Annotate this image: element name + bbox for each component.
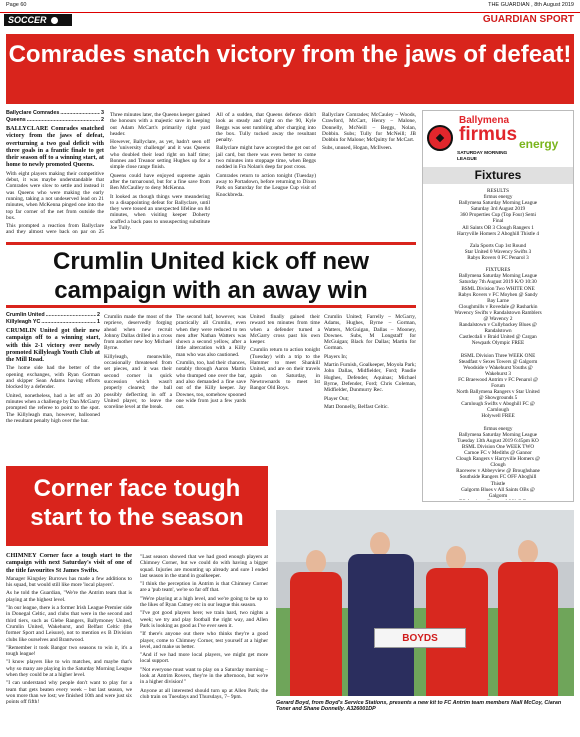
score-row	[6, 319, 100, 326]
story1-paragraph: Ballyclare Comrades; McCauley – Woods, Crawford, McCart, Henry – Malone, Donnelly, McNeill – Beggs, Nolan, Dobbin. Subs; Tully for McNeill; JB Dobbin for Malone; McQuitty for McCart.	[322, 112, 416, 144]
score-goals: 3	[101, 110, 104, 116]
story1-headline: Comrades snatch victory from the jaws of defeat!	[6, 34, 574, 104]
fixture-line: Saturday 3rd August 2019	[470, 206, 526, 213]
story3-headline: Corner face tough start to the season	[6, 466, 268, 546]
story2-column-2	[104, 312, 172, 467]
fixture-line: Saturday 7th August 2019 K/O 10:30	[459, 279, 537, 286]
story3-paragraph: "I think the perception in Antrim is that Chimney Corner are a 'pub team', we're so far off that.	[140, 581, 268, 594]
person-body	[348, 554, 414, 696]
fixture-line: BSML Division Three WEEK ONE	[460, 352, 536, 359]
story2-paragraph: Crumlin return to action tonight (Tuesday) with a trip to the Hammer to meet Shankill United, and are on their travels again on Saturday, in Newtownards to meet 1st Bangor Old Boys.	[250, 347, 320, 392]
fixture-line: @ Wavency 2	[483, 315, 513, 322]
section-label	[4, 14, 72, 26]
story2-column-5	[324, 312, 416, 467]
fixture-line: Harryville Homers 2 Aboghill Thistle 4	[457, 230, 539, 237]
story1-column-1	[6, 110, 104, 236]
story3-paragraph: Manager Kingsley Burrows has made a few additions to his squad, but would still like more 'local players'.	[6, 575, 132, 589]
story2-paragraph: Crumlin, too, had their chances, notably through Aaron Martin who thumped one over the bar, and also demanded a fine save out of the Killy keeper. Jay Downes, too, somehow spooned one wide from just a few yards out.	[176, 360, 246, 411]
story3-paragraph: "I can understand why people don't want to play for a team that gets beaten every week – but last season, we won more than we lost; we finished 10th and were just six points off fifth!	[6, 680, 132, 706]
story3-paragraph: "In our league, there is a former Irish League Premier side in Donegal Celtic, and clubs that were in the second and third tiers, such as Glebe Rangers, Ballymoney United, Crumlin United, Wakehurst, and Belfast Celtic (the former Sport and Leisure), not to mention ex B Division clubs like ourselves and Brantwood.	[6, 605, 132, 643]
fixture-line: Final	[492, 218, 504, 225]
story1-lead: BALLYCLARE Comrades snatched victory from the jaws of defeat, overturning a two goal deficit with three goals in a frantic finale to get their season off to a winning start, at home to newly promoted Queens.	[6, 125, 104, 169]
story1-paragraph: This prompted a reaction from Ballyclare and they almost were back on par on 25	[6, 223, 104, 236]
story1-column-2	[110, 110, 210, 236]
football-logo-icon	[427, 125, 453, 151]
story1-paragraph: With eight players making their competitive debut, it was maybe understandable that Comrades were slow to settle and instead it was Queens who were making the early running, taking a not undeserved lead on 21 minutes, when McKenna pinged one into the top far corner of the net from outside the box.	[6, 170, 104, 221]
fixture-line: BSML Division Two WHITE ONE	[461, 285, 535, 292]
score-goals: 2	[97, 312, 100, 318]
story2-paragraph: Killyleagh, meanwhile, occasionally threatened from set pieces, and it was their second corner in quick succession which wasn't properly cleared; the ball possibly deflecting in off a United player, to leave the scoreline level at the break.	[104, 353, 172, 411]
fixture-line: Tuesday 13th August 2019 6:45pm KO	[457, 437, 539, 444]
story3-paragraph: Anyone at all interested should turn up at Allen Park; the club train on Tuesdays and Thursdays, 7– 9pm.	[140, 687, 268, 700]
fixtures-list	[425, 188, 571, 500]
score-leader	[41, 319, 96, 326]
story1-paragraph: However, Ballyclare, as yet, hadn't seen off the 'university challenge' and it was Queens who doubled their lead right on half time; Bonnes and Treanor setting Hughes up for a simple close range finish.	[110, 139, 210, 171]
story1-paragraph: Ballyclare might have accepted the get out of jail card, but there was even better to come two minutes into stoppage time, when Beggs nodded in Fra Nolan's deep far post cross.	[216, 145, 316, 171]
fixture-line: FIXTURES	[485, 267, 511, 274]
person-body	[290, 572, 342, 696]
fixture-line: @ Showgrounds 5	[478, 395, 518, 402]
fixture-line: All Saints OB 3 Clough Rangers 1	[462, 224, 534, 231]
section-bar	[0, 12, 580, 26]
fixtures-sidebar	[422, 110, 574, 502]
paper-date: THE GUARDIAN , 8th August 2019	[488, 2, 574, 8]
story3-column-2	[140, 552, 268, 735]
story2-column-3	[176, 312, 246, 467]
story2-body	[6, 312, 416, 467]
story2-paragraph: Player Out;	[324, 395, 349, 402]
sponsor-shirt-banner: BOYDS	[374, 628, 466, 648]
score-team: Queens	[6, 116, 26, 123]
sponsor-name: firmus	[459, 124, 518, 145]
fixture-line: RESULTS	[486, 188, 509, 194]
story2-lead: CRUMLIN United got their new campaign off to a winning start, with this 2-1 victory over newly promoted Killyleagh Youth Club at the Mill Road.	[6, 327, 100, 364]
story3-column-1	[6, 552, 132, 735]
fixture-line: Rabys Rovers v FC Moyhen @ Sandy	[458, 291, 538, 298]
guardian-sport-logo: GUARDIAN SPORT	[482, 14, 574, 25]
fixture-line: Galgorm Blues v All Saints OBs @	[461, 486, 535, 493]
story3-paragraph: "I've got good players here; we train hard, two nights a week; we try and play football the right way, and Allen Park is looking as good as I've ever seen it.	[140, 610, 268, 629]
story3-paragraph: As he told the Guardian, "We're the Antrim team that is playing at the highest level.	[6, 590, 132, 603]
person-head	[306, 550, 326, 574]
fixture-line: Racewew v Abbeyview @ Broughshane	[456, 468, 540, 475]
score-leader	[27, 117, 100, 124]
fixture-line: Steadfast v Sexes Towers @ Galgorm	[458, 358, 538, 365]
story1-paragraph: It looked as though things were meandering to a disappointing defeat for Ballyclare, until they were tossed an unexpected lifeline on 84 minutes, when visiting keeper Doherty scuffed a back pass to unsuspecting substitute Joe Tully.	[110, 193, 210, 232]
story2-paragraph: Crumlin made the most of the reprieve, deservedly forging ahead when new recruit Johnny Dallas drilled in a cross from another new boy Michael Byrne.	[104, 314, 172, 352]
league-name: SATURDAY MORNING LEAGUE	[457, 151, 508, 162]
person-body	[498, 562, 558, 696]
fixture-line: Southside Rangers FC OFF Aboghill	[459, 474, 537, 481]
story1-paragraph: Queens could have enjoyed supreme again after the turnaround, but for a fine save from Ben McCaulley to deny McKenna.	[110, 172, 210, 192]
fixture-line: Zala Sports Cup 1st Round	[469, 242, 527, 249]
score-team: Killyleagh YC	[6, 318, 41, 325]
fixture-line: Wakehurst 3	[485, 370, 511, 377]
fixture-line: 360 Properties Cup (Top Four) Semi	[460, 212, 536, 219]
story2-column-1	[6, 312, 100, 467]
football-icon	[51, 17, 58, 24]
fixture-line: Clough Rangers v Harryville Homers @	[456, 456, 540, 463]
story3-paragraph: "Remember it took Bangor two seasons to win it, it's a tough league!	[6, 644, 132, 658]
team-kit-photo	[276, 510, 574, 696]
score-goals: 1	[97, 318, 100, 325]
section-label-text: SOCCER	[8, 15, 47, 25]
story2-column-4	[250, 312, 320, 467]
fixture-line: Randalstown v Cullybackey Blues @	[459, 322, 537, 329]
story1-body	[6, 110, 416, 236]
fixture-line: Woodside v Wakehurst Youths @	[463, 364, 533, 371]
story1-paragraph: Three minutes later, the Queens keeper gained the honours with a majestic save in keeping out Adam McCart's primarily right yard header.	[110, 112, 210, 137]
fixture-line: Star United 0 Wavency Swifts 3	[464, 248, 532, 255]
story3-paragraph: "If there's anyone out there who thinks they're a good player, come to Chimney Corner, test yourself at a higher level, and make us better.	[140, 631, 268, 650]
fixture-line: Ballymena Saturday Morning League	[458, 200, 538, 207]
fixture-line: Carnlough Swifts v Aboghill FC @	[461, 401, 535, 408]
fixture-line: Wavency Swifts v Randalstown Ramblers	[454, 309, 542, 316]
story3-paragraph: "We're playing at a high level, and we're going to be up to the likes of Ryan Catney etc in our league this season.	[140, 595, 268, 609]
fixture-line: Rabys Rovers 0 FC Penarol 3	[467, 255, 529, 262]
fixture-line: Ballymena Saturday Morning League	[458, 431, 538, 438]
fixture-line: Carnoe FC v Mediths @ Gannor	[464, 450, 532, 457]
photo-caption: Gerard Boyd, from Boyd's Service Stations, presents a new kit to FC Antrim team members Niall McCoy, Ciaran Toner and Shane Donnelly. A326001DP	[276, 700, 562, 713]
page-number: Page 60	[6, 2, 27, 8]
fixture-line: Holywell FREE	[481, 413, 515, 420]
fixture-line	[425, 499, 571, 500]
fixture-line: Randalstown	[484, 328, 512, 335]
story2-paragraph: Crumlin United; Farrelly – McGarry, Adams, Hughes, Byrne – Gorman, Watters, McGuigan, Dallas – Mooney, Downes. Subs, M Longstaff for McGuigan; Black for Dallas; Martin for Gorman.	[324, 314, 416, 352]
person-head	[518, 540, 538, 564]
fixture-line: Galgorm	[488, 492, 508, 499]
fixture-line: Carnlough	[487, 407, 509, 414]
fixture-line: Newpark Olympic FREE	[471, 340, 525, 347]
story3-paragraph: "Last season showed that we had good enough players at Chimney Corner, but we could do with having a bigger squad. Injuries are mounting up already and sure I ended last season in the stand in goalkeeper.	[140, 554, 268, 579]
story3-paragraph: "Not everyone must want to play on a Saturday morning – look at Antrim Rovers, they're in the afternoon, but we're in a higher division!"	[140, 666, 268, 686]
fixture-line: Forum	[491, 383, 505, 389]
score-goals: 2	[101, 116, 104, 123]
score-team: Ballyclare Comrades	[6, 110, 60, 116]
score-row	[6, 117, 104, 124]
story2-paragraph: United finally gained their reward ten minutes from time when a defender turned a McGarry cross past his own keeper.	[250, 314, 320, 346]
story2-paragraph: The home side had the better of the opening exchanges, with Ryan Gorman and skipper Sean Adams having efforts blocked by a defender.	[6, 365, 100, 391]
story1-column-3	[216, 110, 316, 236]
fixture-line: Clough	[490, 462, 506, 469]
story3-body	[6, 552, 268, 735]
story2-paragraph: Martin Furnish, Goalkeeper, Moyola Park; John Dallas, Midfielder, Ford; Paudie Hughes, Defender, Aquinas; Michael Byrne, Defender, Ford; Chris Coleman, Midfielder, Dunmurry Rec.	[324, 362, 416, 394]
sponsor-logo	[423, 111, 573, 165]
story2-headline: Crumlin United kick off new campaign with an away win	[6, 242, 416, 308]
fixture-line: North Ballymena Rangers v Star United	[456, 389, 540, 396]
story2-paragraph: Matt Donnelly, Belfast Celtic.	[324, 403, 389, 410]
sponsor-town: Ballymena	[459, 115, 510, 126]
fixture-line: firmus energy	[483, 194, 513, 201]
story1-column-4	[322, 110, 416, 236]
story3-lead: CHIMNEY Corner face a tough start to the campaign with next Saturday's visit of one of the title favourites St James Swifts.	[6, 552, 132, 574]
story1-scoreline	[6, 110, 104, 123]
fixture-line: Castlecdali v Braid United @ Cargan	[459, 334, 537, 341]
page-header	[0, 0, 580, 11]
fixture-line: FC Braewood Antrim v FC Penarol @	[458, 376, 538, 383]
fixture-line: BSML Division One WEEK TWO	[461, 443, 535, 450]
story1-paragraph: Subs, unused, Hogan, McIlveen.	[322, 145, 393, 152]
story1-paragraph: Comrades return to action tonight (Tuesday) away to Portadown, before returning to Dixon Park on Saturday for the League Cup visit of Knockbreda.	[216, 172, 316, 198]
story2-scoreline	[6, 312, 100, 325]
story2-paragraph: United, nonetheless, had a let off on 20 minutes when a challenge by Dan McGarry prompted the referee to point to the spot. The Killyleagh man, however, ballooned the resultant penalty high over the bar.	[6, 392, 100, 424]
story3-paragraph: "And if we had more local players, we might get more local support.	[140, 652, 268, 665]
score-team: Crumlin United	[6, 312, 45, 318]
fixture-line: Ballymena Saturday Morning League	[458, 273, 538, 280]
sponsor-energy: energy	[519, 137, 559, 151]
fixture-line: Thistle	[490, 480, 506, 487]
story2-paragraph: The second half, however, was practically all Crumlin, even when they were reduced to ten men after Nathan Watters was shown a second yellow, after a little altercation with a Killy man who was also cautioned.	[176, 314, 246, 358]
story2-paragraph: Players In;	[324, 353, 348, 360]
person-head	[446, 546, 466, 570]
fixtures-title: Fixtures	[423, 167, 573, 184]
person-head	[370, 532, 390, 556]
fixture-line: firmus energy	[483, 425, 513, 432]
story1-paragraph: All of a sudden, that Queens defence didn't look as steady and right on the 90, Kyle Beggs was sent tumbling after charging into the box. Tully tucked away the resultant penalty.	[216, 112, 316, 144]
fixture-line: Cloughmills v Rovedale @ Rasharkin	[458, 303, 538, 310]
fixture-line: Bay Larne	[487, 297, 509, 304]
story3-paragraph: "I know players like to win matches, and maybe that's why so many are playing in the Saturday Morning League when they could be at a higher level.	[6, 659, 132, 679]
